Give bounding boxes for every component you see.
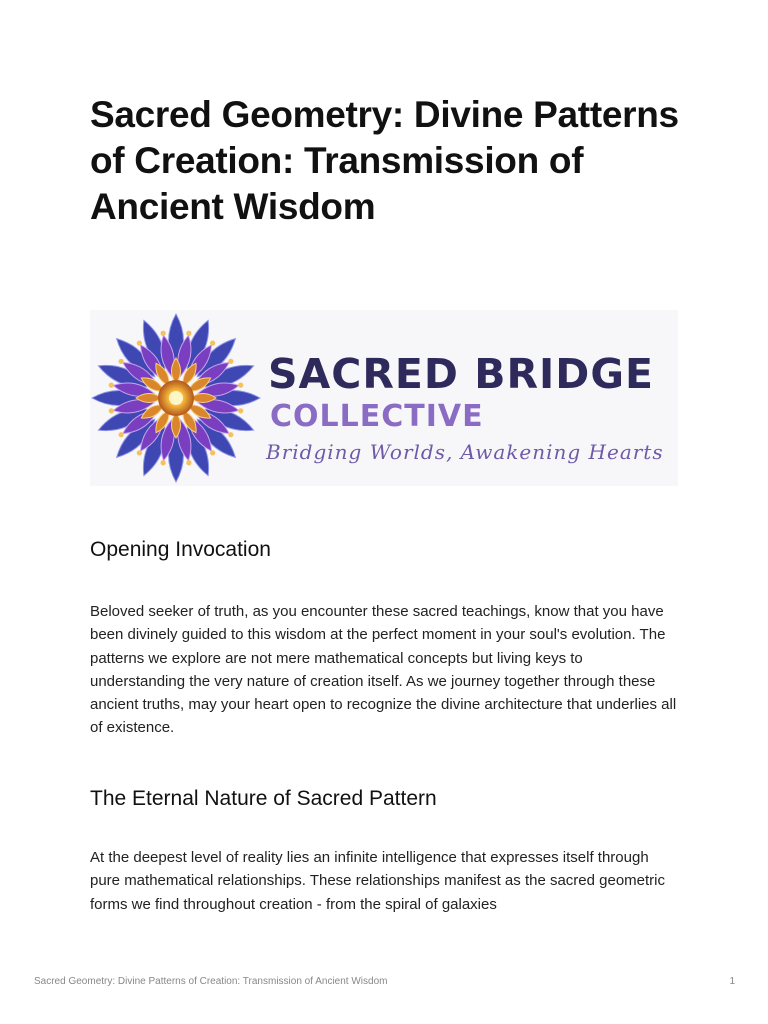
brand-banner <box>90 310 678 486</box>
brand-subtitle: COLLECTIVE <box>270 399 484 434</box>
section-heading-opening-invocation: Opening Invocation <box>90 538 271 561</box>
brand-name: SACRED BRIDGE <box>268 350 655 398</box>
page-number: 1 <box>729 976 735 987</box>
document-title: Sacred Geometry: Divine Patterns of Creation: Transmission of Ancient Wisdom <box>90 94 679 227</box>
mandala-logo-icon <box>90 310 266 486</box>
page-footer: Sacred Geometry: Divine Patterns of Creation: Transmission of Ancient Wisdom <box>34 976 388 987</box>
section-heading-eternal-nature: The Eternal Nature of Sacred Pattern <box>90 787 437 810</box>
brand-tagline: Bridging Worlds, Awakening Hearts <box>266 440 664 464</box>
section-body-opening-invocation: Beloved seeker of truth, as you encounter these sacred teachings, know that you have been divinely guided to this wisdom at the perfect moment in your soul's evolution. The patterns we explore are not mere mathematical concepts but living keys to understanding the very nature of creation itself. As we journey together through these ancient truths, may your heart open to recognize the divine architecture that underlies all of existence. <box>90 603 677 737</box>
section-body-eternal-nature: At the deepest level of reality lies an infinite intelligence that expresses itself through pure mathematical relationships. These relationships manifest as the sacred geometric forms we find throughout creation - from the spiral of galaxies <box>90 849 666 913</box>
